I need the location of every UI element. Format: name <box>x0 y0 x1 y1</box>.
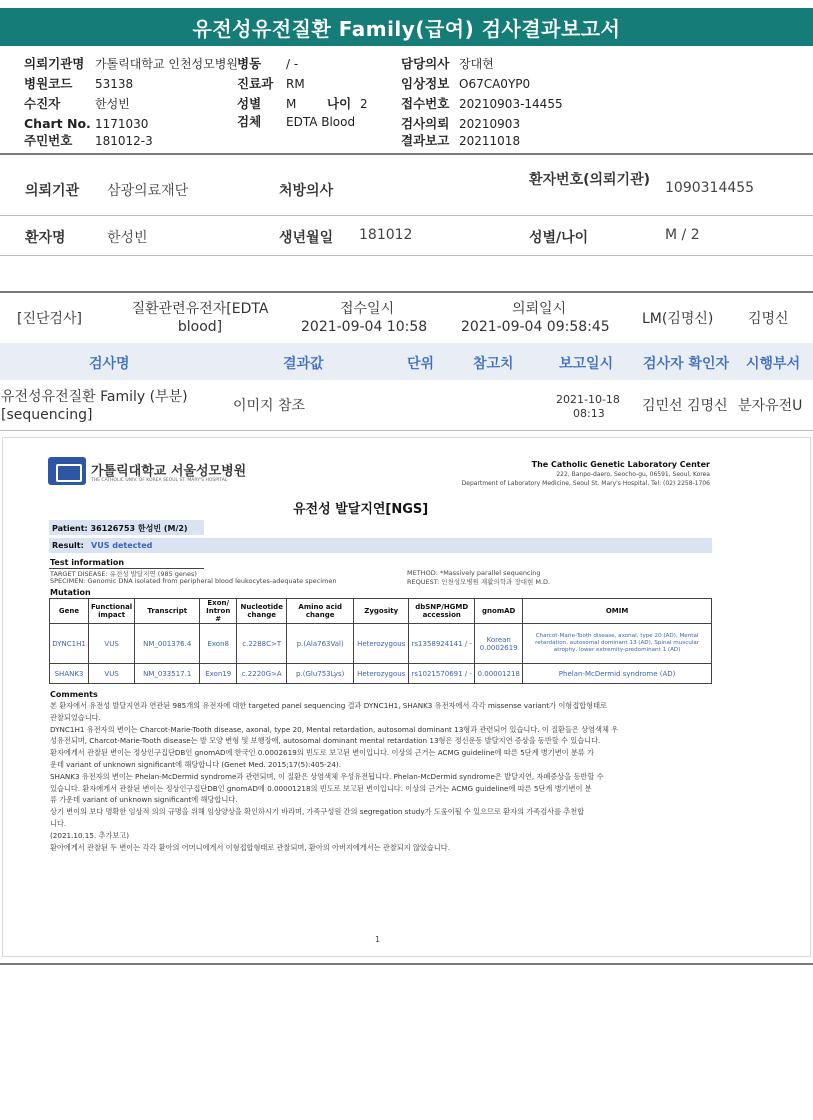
header-left-2-label: 수진자 <box>24 96 61 111</box>
row-result: 이미지 참조 <box>233 398 306 414</box>
mut-cell: rs1358924141 / - <box>409 624 475 664</box>
header-right-1-value: O67CA0YP0 <box>459 77 531 91</box>
comment-line: 상기 변이의 보다 명확한 임상적 의의 규명을 위해 임상양상을 확인하시기 바라며, 가족구성원 간의 segregation study가 도움이될 수 있으므로 환자의 가족검사를 추천합 <box>50 807 585 817</box>
mut-col-gnomad: gnomAD <box>475 599 523 624</box>
comment-line: 있습니다. 환자에게서 관찰된 변이는 정상인구집단DB인 gnomAD에 0.00001218의 빈도로 보고된 변이입니다. 이상의 근거는 ACMG guideline에 따른 5단계 병기변이 분 <box>50 783 592 793</box>
page-title: 유전성유전질환 Family(급여) 검사결과보고서 <box>0 8 813 46</box>
mut-col-impact: Functional impact <box>89 599 135 624</box>
col-header-report-date: 보고일시 <box>559 356 614 372</box>
comment-line: DYNC1H1 유전자의 변이는 Charcot-Marie-Tooth disease, axonal, type 20, Mental retardation, autosomal dominant 13형과 관련되어 있습니다. 이 질환들은 상염색체 우 <box>50 724 619 734</box>
mut-col-nucleotide: Nucleotide change <box>237 599 287 624</box>
lm-value: LM(김명신) <box>642 311 714 327</box>
requested-label: 의뢰일시 <box>512 301 567 317</box>
row-report-date: 2021-10-18 <box>556 393 620 406</box>
divider <box>0 291 813 293</box>
result-label: Result: <box>52 541 84 550</box>
mut-cell: DYNC1H1 <box>50 624 89 664</box>
col-header-unit: 단위 <box>407 356 435 372</box>
divider <box>0 963 813 965</box>
mut-col-gene: Gene <box>50 599 89 624</box>
mut-cell: Phelan-McDermid syndrome (AD) <box>523 664 712 684</box>
req-org-label: 의뢰기관 <box>25 183 80 199</box>
sexage-value: M / 2 <box>665 227 700 243</box>
header-left-2-value: 한성빈 <box>95 97 130 111</box>
mut-col-exon: Exon/ Intron # <box>200 599 237 624</box>
mut-cell: c.2220G>A <box>237 664 287 684</box>
comment-line: (2021.10.15. 추가보고) <box>50 830 130 840</box>
comment-line: 환자에게서 관찰된 변이는 정상인구집단DB인 gnomAD에 한국인 0.0002619의 빈도로 보고된 변이입니다. 이상의 근거는 ACMG guideline에 따른 5단계 병기변이 분류 가 <box>50 748 594 758</box>
dob-label: 생년월일 <box>279 230 334 246</box>
req-org-value: 삼광의료재단 <box>107 183 189 199</box>
target-disease: TARGET DISEASE: 유전성 발달지연 (985 genes) <box>50 570 197 578</box>
specimen: SPECIMEN: Genomic DNA isolated from peripheral blood leukocytes-adequate specimen <box>50 577 337 585</box>
header-mid-1-value: RM <box>286 77 305 91</box>
header-mid-0-label: 병동 <box>237 56 262 71</box>
hospital-logo-icon <box>48 457 86 485</box>
mut-cell: 0.00001218 <box>475 664 523 684</box>
mut-cell: Korean 0.0002619 <box>475 624 523 664</box>
header-right-3-value: 20210903 <box>459 117 521 131</box>
mutation-table <box>49 598 712 684</box>
header-right-3-label: 검사의뢰 <box>401 116 450 131</box>
comment-line: 니다. <box>50 818 67 828</box>
row-test-name: 유전성유전질환 Family (부분) [sequencing] <box>1 389 188 423</box>
mut-cell: c.2288C>T <box>237 624 287 664</box>
mut-cell: VUS <box>89 664 135 684</box>
patno-value: 1090314455 <box>665 180 755 196</box>
comment-line: 성유전되며, Charcot-Marie-Tooth disease는 발 모양 변형 및 보행장애, autosomal dominant mental retardation 13형은 정신운동 발달지연 증상을 동반할 수 있습니다. <box>50 736 601 746</box>
comment-line: 본 환자에서 유전성 발달지연과 연관된 985개의 유전자에 대한 targeted panel sequencing 결과 DYNC1H1, SHANK3 유전자에서 각각 missense variant가 이형접합형태로 <box>50 701 607 710</box>
header-left-4-value: 181012-3 <box>95 134 153 148</box>
report-title: 유전성 발달지연[NGS] <box>293 502 429 517</box>
doctor-label: 처방의사 <box>279 183 334 199</box>
report-image <box>2 437 811 957</box>
header-mid-3-value: EDTA Blood <box>286 115 356 129</box>
col-header-name: 검사명 <box>89 356 130 372</box>
comment-line: 류 가운데 variant of unknown significant에 해당합니다. <box>50 795 238 805</box>
header-left-1-label: 병원코드 <box>24 76 73 91</box>
row-report-time: 08:13 <box>573 407 605 420</box>
header-right-2-label: 접수번호 <box>401 96 450 111</box>
mut-cell: NM_033517.1 <box>135 664 200 684</box>
received-label: 접수일시 <box>340 301 395 317</box>
comment-line: 환아에게서 관찰된 두 변이는 각각 환아의 어머니에게서 이형접합형태로 관찰되며, 환아의 아버지에게서는 관찰되지 않았습니다. <box>50 842 450 852</box>
lab-name: The Catholic Genetic Laboratory Center <box>531 460 710 469</box>
doc-value: 김명신 <box>748 311 789 327</box>
result-value: VUS detected <box>91 541 153 550</box>
mut-cell: Heterozygous <box>354 664 409 684</box>
report-patient: Patient: 36126753 한성빈 (M/2) <box>52 524 188 533</box>
diag-tag: [진단검사] <box>17 311 83 327</box>
col-header-dept: 시행부서 <box>746 356 801 372</box>
header-right-0-value: 장대현 <box>459 57 494 71</box>
row-checker: 김민선 김명신 <box>642 398 728 414</box>
sexage-label: 성별/나이 <box>529 230 589 246</box>
comment-line: SHANK3 유전자의 변이는 Phelan-McDermid syndrome과 관련되며, 이 질환은 상염색체 우성유전됩니다. Phelan-McDermid syndrome은 발달지연, 자폐증상을 동반할 수 <box>50 771 604 781</box>
test-info-label: Test information <box>50 558 125 567</box>
header-left-1-value: 53138 <box>95 77 134 91</box>
request: REQUEST: 인천성모병원 재활의학과 장대현 M.D. <box>407 578 551 586</box>
header-right-4-label: 결과보고 <box>401 133 450 148</box>
mutation-row <box>50 664 712 684</box>
hospital-name: 가톨릭대학교 서울성모병원 <box>91 464 247 479</box>
mut-cell: Exon19 <box>200 664 237 684</box>
header-left-3-value: 1171030 <box>95 117 149 131</box>
comments-text <box>50 700 715 853</box>
mut-col-transcript: Transcript <box>135 599 200 624</box>
dob-value: 181012 <box>359 227 413 243</box>
requested-value: 2021-09-04 09:58:45 <box>461 319 610 335</box>
comment-line: 운데 variant of unknown significant에 해당합니다 (Genet Med. 2015;17(5):405-24). <box>50 759 341 769</box>
mut-cell: SHANK3 <box>50 664 89 684</box>
page-number: 1 <box>375 935 381 944</box>
mut-col-zygosity: Zygosity <box>354 599 409 624</box>
lab-dept: Department of Laboratory Medicine, Seoul St. Mary's Hospital, Tel: (02) 2258-1706 <box>461 480 710 487</box>
name-value: 한성빈 <box>107 230 148 246</box>
diag-test: 질환관련유전자[EDTA blood] <box>131 301 269 335</box>
mut-cell: NM_001376.4 <box>135 624 200 664</box>
header-age-value: 2 <box>360 97 368 111</box>
col-header-ref: 참고치 <box>473 356 514 372</box>
header-mid-1-label: 진료과 <box>237 76 274 91</box>
mut-cell: p.(Ala763Val) <box>287 624 354 664</box>
mut-col-dbsnp: dbSNP/HGMD accession <box>409 599 475 624</box>
header-left-0: 의뢰기관명 <box>24 56 85 71</box>
patno-label: 환자번호(의뢰기관) <box>529 172 650 188</box>
mut-cell: p.(Glu753Lys) <box>287 664 354 684</box>
header-left-0-value: 가톨릭대학교 인천성모병원 <box>95 57 238 71</box>
header-mid-2-label: 성별 <box>237 96 262 111</box>
row-dept: 분자유전U <box>738 398 803 414</box>
divider <box>0 215 813 216</box>
mutation-label: Mutation <box>50 588 91 597</box>
mut-cell: Exon8 <box>200 624 237 664</box>
divider <box>0 153 813 155</box>
mut-cell: Heterozygous <box>354 624 409 664</box>
divider <box>0 255 813 256</box>
hospital-name-en: THE CATHOLIC UNIV. OF KOREA SEOUL ST. MARY'S HOSPITAL <box>91 478 228 483</box>
received-value: 2021-09-04 10:58 <box>301 319 428 335</box>
col-header-result: 결과값 <box>283 356 324 372</box>
header-mid-0-value: / - <box>286 57 299 71</box>
col-header-checker: 검사자 확인자 <box>643 356 730 372</box>
header-age-label: 나이 <box>327 96 352 111</box>
lab-address: 222, Banpo-daero, Seocho-gu, 06591, Seoul, Korea <box>556 471 710 478</box>
header-right-2-value: 20210903-14455 <box>459 97 563 111</box>
method: METHOD: *Massively parallel sequencing <box>407 569 541 577</box>
header-right-1-label: 임상정보 <box>401 76 450 91</box>
header-right-4-value: 20211018 <box>459 134 521 148</box>
mut-cell: rs1021570691 / - <box>409 664 475 684</box>
header-left-4-label: 주민번호 <box>24 133 73 148</box>
mut-cell: Charcot-Marie-Tooth disease, axonal, type 20 (AD), Mental retardation, autosomal dominant 13 (AD), Spinal muscular atrophy, lower extremity-predominant 1 (AD) <box>523 624 712 664</box>
header-mid-2-value: M <box>286 97 297 111</box>
header-left-3-label: Chart No. <box>24 116 91 131</box>
divider <box>0 430 813 431</box>
comment-line: 관찰되었습니다. <box>50 712 101 722</box>
header-mid-3-label: 검체 <box>237 114 262 129</box>
header-right-0-label: 담당의사 <box>401 56 450 71</box>
name-label: 환자명 <box>25 230 66 246</box>
comments-label: Comments <box>50 690 98 699</box>
mutation-row <box>50 624 712 664</box>
mut-cell: VUS <box>89 624 135 664</box>
mut-col-omim: OMIM <box>523 599 712 624</box>
mut-col-amino: Amino acid change <box>287 599 354 624</box>
